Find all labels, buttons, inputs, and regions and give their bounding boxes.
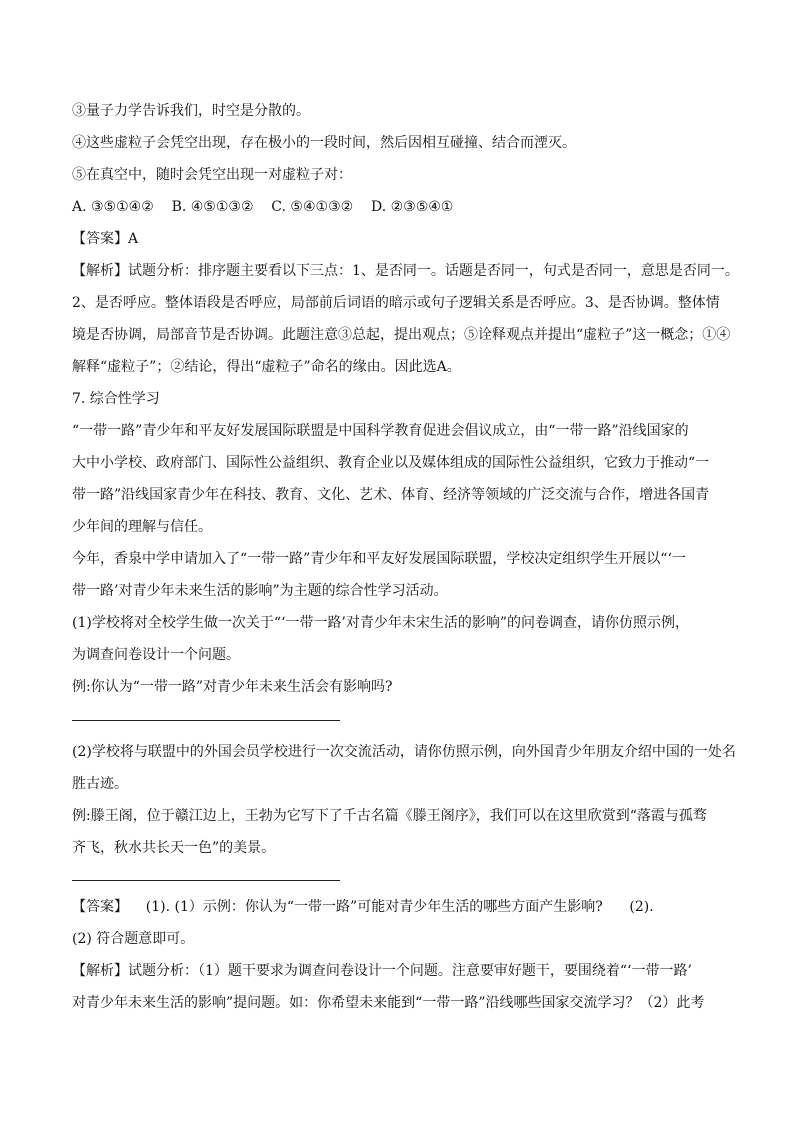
intro-line-1: “一带一路”青少年和平友好发展国际联盟是中国科学教育促进会倡议成立，由“一带一路”沿线国家的 bbox=[72, 423, 689, 439]
analysis-line-4: 解释“虚粒子”；②结论，得出“虚粒子”命名的缘由。因此选A。 bbox=[72, 359, 461, 375]
answer-2-line-1: 【答案】 (1). (1）示例：你认为“一带一路”可能对青少年生活的哪些方面产生影响? (2). bbox=[72, 899, 654, 915]
analysis-line-1: 【解析】试题分析：排序题主要看以下三点：1、是否同一。话题是否同一，句式是否同一，意思是否同一。 bbox=[72, 263, 739, 279]
answer-2-line-2: (2) 符合题意即可。 bbox=[72, 931, 195, 947]
subquestion-1-line-1: (1)学校将对全校学生做一次关于“‘一带一路’对青少年未宋生活的影响”的问卷调查，请你仿照示例， bbox=[72, 615, 690, 631]
analysis-2-line-2: 对青少年未来生活的影响”提问题。如：你希望未来能到“一带一路”沿线哪些国家交流学习？（2）此考 bbox=[72, 995, 705, 1011]
subquestion-2-line-1: (2)学校将与联盟中的外国会员学校进行一次交流活动，请你仿照示例，向外国青少年朋友介绍中国的一处名 bbox=[72, 744, 736, 760]
question-7-heading: 7. 综合性学习 bbox=[72, 391, 160, 407]
context-line-1: 今年，香泉中学申请加入了“一带一路”青少年和平友好发展国际联盟，学校决定组织学生开展以“‘一 bbox=[72, 551, 686, 567]
subquestion-1-line-2: 为调查问卷设计一个问题。 bbox=[72, 647, 240, 663]
example-1: 例:你认为“一带一路”对青少年未来生活会有影响吗? bbox=[72, 679, 393, 695]
answer-blank-1 bbox=[72, 720, 340, 721]
sentence-5: ⑤在真空中，随时会凭空出现一对虚粒子对： bbox=[72, 167, 352, 183]
example-2-line-2: 齐飞，秋水共长天一色”的美景。 bbox=[72, 840, 276, 856]
analysis-line-2: 2、是否呼应。整体语段是否呼应，局部前后词语的暗示或句子逻辑关系是否呼应。3、是否协调。整体情 bbox=[72, 295, 720, 311]
intro-line-3: 带一路”沿线国家青少年在科技、教育、文化、艺术、体育、经济等领域的广泛交流与合作，增进各国青 bbox=[72, 487, 710, 503]
analysis-line-3: 境是否协调，局部音节是否协调。此题注意③总起，提出观点；⑤诠释观点并提出“虚粒子”这一概念；①④ bbox=[72, 327, 731, 343]
intro-line-2: 大中小学校、政府部门、国际性公益组织、教育企业以及媒体组成的国际性公益组织，它致力于推动“一 bbox=[72, 455, 710, 471]
intro-line-4: 少年间的理解与信任。 bbox=[72, 519, 212, 535]
options-line: A. ③⑤①④② B. ④⑤①③② C. ⑤④①③② D. ②③⑤④① bbox=[72, 199, 454, 215]
example-2-line-1: 例:滕王阁，位于赣江边上，王勃为它写下了千古名篇《滕王阁序》，我们可以在这里欣赏到“落霞与孤骛 bbox=[72, 808, 707, 824]
answer-blank-2 bbox=[72, 880, 340, 881]
sentence-3: ③量子力学告诉我们，时空是分散的。 bbox=[72, 103, 310, 119]
subquestion-2-line-2: 胜古迹。 bbox=[72, 776, 128, 792]
context-line-2: 带一路’对青少年未来生活的影响”为主题的综合性学习活动。 bbox=[72, 583, 448, 599]
analysis-2-line-1: 【解析】试题分析：（1）题干要求为调查问卷设计一个问题。注意要审好题干，要围绕着“‘一带一路’ bbox=[72, 963, 692, 979]
answer-line: 【答案】A bbox=[72, 231, 139, 247]
sentence-4: ④这些虚粒子会凭空出现，存在极小的一段时间，然后因相互碰撞、结合而湮灭。 bbox=[72, 135, 576, 151]
